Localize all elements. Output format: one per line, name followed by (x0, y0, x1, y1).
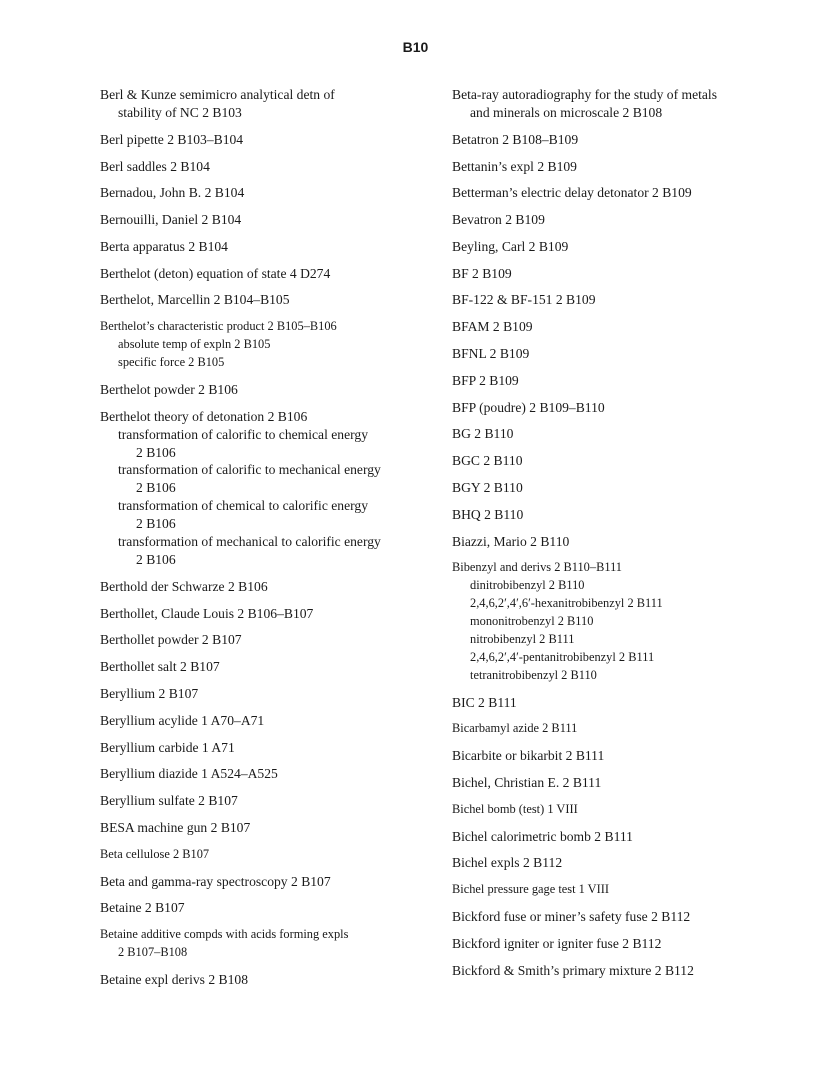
index-entry (100, 846, 445, 864)
index-entry (452, 774, 792, 792)
index-entry-heading: Bickford igniter or igniter fuse 2 B112 (452, 935, 662, 951)
index-entry-heading: Berl & Kunze semimicro analytical detn of (100, 87, 335, 102)
index-entry-subline: nitrobibenzyl 2 B111 (470, 632, 575, 647)
index-entry (452, 908, 792, 926)
index-entry (100, 899, 445, 917)
index-entry-heading: Beryllium 2 B107 (100, 685, 199, 701)
index-entry-heading: Berthollet salt 2 B107 (100, 659, 220, 675)
index-entry-heading: BFP (poudre) 2 B109–B110 (452, 399, 605, 415)
index-entry-subline: dinitrobibenzyl 2 B110 (470, 578, 585, 593)
index-entry-heading: Biazzi, Mario 2 B110 (452, 533, 570, 549)
index-entry-heading: BIC 2 B111 (452, 694, 517, 710)
index-entry-heading: Betaine expl derivs 2 B108 (100, 971, 248, 987)
index-entry-heading: Bichel pressure gage test 1 VIII (452, 882, 610, 897)
index-entry-subline: tetranitrobibenzyl 2 B110 (470, 667, 597, 682)
index-entry-heading: Bibenzyl and derivs 2 B110–B111 (452, 560, 623, 575)
index-entry-heading: Betaine additive compds with acids forming expls (100, 927, 349, 942)
index-entry-heading: BGC 2 B110 (452, 453, 523, 469)
index-entry (100, 712, 445, 730)
index-entry-heading: Bettanin’s expl 2 B109 (452, 158, 577, 174)
index-entry-heading: Bicarbite or bikarbit 2 B111 (452, 748, 605, 764)
index-entry-subline: 2 B106 (136, 516, 176, 532)
index-entry (100, 408, 445, 569)
index-entry (452, 881, 792, 899)
index-entry-heading: Beryllium sulfate 2 B107 (100, 793, 238, 809)
index-entry-subline: 2 B107–B108 (118, 945, 188, 959)
index-entry (100, 265, 445, 283)
index-entry-heading: Beyling, Carl 2 B109 (452, 238, 569, 254)
index-entry (100, 381, 445, 399)
index-entry (452, 962, 792, 980)
index-entry-subline: mononitrobenzyl 2 B110 (470, 614, 594, 629)
index-entry-heading: Bickford fuse or miner’s safety fuse 2 B112 (452, 909, 691, 925)
index-entry-heading: Berta apparatus 2 B104 (100, 238, 228, 254)
index-entry (100, 873, 445, 891)
index-entry (100, 158, 445, 176)
index-entry (452, 935, 792, 953)
index-entry (100, 971, 445, 989)
index-entry-heading: Bernouilli, Daniel 2 B104 (100, 212, 242, 228)
index-entry-heading: Betterman’s electric delay detonator 2 B109 (452, 185, 692, 201)
index-entry (452, 425, 792, 443)
index-entry (452, 720, 792, 738)
index-entry-heading: BFNL 2 B109 (452, 346, 530, 362)
index-entry (452, 506, 792, 524)
index-entry-subline: and minerals on microscale 2 B108 (470, 104, 663, 120)
index-entry (452, 854, 792, 872)
index-entry (100, 238, 445, 256)
index-entry (100, 291, 445, 309)
index-entry (452, 238, 792, 256)
index-entry (100, 658, 445, 676)
index-entry (452, 265, 792, 283)
index-entry-heading: BESA machine gun 2 B107 (100, 819, 251, 835)
index-entry-subline: 2 B106 (136, 444, 176, 460)
index-entry-heading: Betaine 2 B107 (100, 900, 185, 916)
index-entry-heading: Berl pipette 2 B103–B104 (100, 131, 244, 147)
index-column-right (452, 86, 792, 988)
index-entry-heading: Berthelot’s characteristic product 2 B105–B106 (100, 319, 337, 334)
index-entry (100, 184, 445, 202)
index-entry (452, 747, 792, 765)
index-entry-heading: BF 2 B109 (452, 265, 512, 281)
index-entry-heading: Bickford & Smith’s primary mixture 2 B112 (452, 962, 694, 978)
index-entry (100, 211, 445, 229)
index-entry-heading: Beryllium diazide 1 A524–A525 (100, 766, 278, 782)
index-entry-heading: Bichel expls 2 B112 (452, 855, 563, 871)
index-entry (452, 533, 792, 551)
index-entry (452, 452, 792, 470)
index-entry-heading: Beta-ray autoradiography for the study of metals (452, 87, 717, 102)
index-entry (100, 86, 445, 122)
index-entry (452, 479, 792, 497)
index-entry-heading: Beryllium acylide 1 A70–A71 (100, 712, 265, 728)
index-entry (452, 131, 792, 149)
index-entry (452, 372, 792, 390)
index-entry (452, 318, 792, 336)
index-entry-subline: transformation of mechanical to calorific energy (118, 534, 381, 550)
index-entry-heading: Beryllium carbide 1 A71 (100, 739, 235, 755)
index-entry (100, 926, 445, 962)
index-entry (100, 792, 445, 810)
index-entry-subline: 2,4,6,2′,4′,6′-hexanitrobibenzyl 2 B111 (470, 596, 663, 611)
index-entry (100, 631, 445, 649)
index-entry (452, 184, 792, 202)
index-entry-subline: absolute temp of expln 2 B105 (118, 337, 271, 352)
index-entry (452, 86, 792, 122)
index-entry (100, 685, 445, 703)
index-entry-subline: specific force 2 B105 (118, 355, 225, 370)
index-entry (452, 345, 792, 363)
index-entry-subline: transformation of calorific to mechanical energy (118, 462, 381, 478)
index-entry-heading: Beta cellulose 2 B107 (100, 846, 210, 861)
index-entry-subline: 2,4,6,2′,4′-pentanitrobibenzyl 2 B111 (470, 649, 655, 664)
index-entry (452, 158, 792, 176)
index-column-left (100, 86, 445, 998)
index-entry-heading: Betatron 2 B108–B109 (452, 131, 579, 147)
index-entry (100, 765, 445, 783)
index-entry-heading: Bichel, Christian E. 2 B111 (452, 775, 602, 791)
index-entry-heading: Bichel calorimetric bomb 2 B111 (452, 828, 633, 844)
index-entry-heading: BGY 2 B110 (452, 480, 523, 496)
index-entry (452, 828, 792, 846)
index-entry-heading: BFP 2 B109 (452, 372, 519, 388)
index-entry-heading: Berthelot theory of detonation 2 B106 (100, 408, 308, 424)
index-entry (100, 318, 445, 372)
index-entry (100, 605, 445, 623)
index-entry (452, 399, 792, 417)
index-entry (100, 739, 445, 757)
index-entry-heading: Berthollet, Claude Louis 2 B106–B107 (100, 605, 314, 621)
index-entry-heading: BHQ 2 B110 (452, 506, 524, 522)
index-entry-heading: BFAM 2 B109 (452, 319, 533, 335)
index-entry (452, 801, 792, 819)
page-number-header: B10 (402, 39, 429, 55)
index-entry-heading: Berthelot (deton) equation of state 4 D274 (100, 265, 331, 281)
index-entry-subline: 2 B106 (136, 551, 176, 567)
index-entry-subline: stability of NC 2 B103 (118, 104, 242, 120)
index-entry-subline: transformation of calorific to chemical energy (118, 426, 368, 442)
index-entry-heading: BF-122 & BF-151 2 B109 (452, 292, 596, 308)
index-entry (452, 211, 792, 229)
index-entry-heading: Berthelot, Marcellin 2 B104–B105 (100, 292, 290, 308)
index-entry-heading: Bernadou, John B. 2 B104 (100, 185, 245, 201)
index-entry (100, 131, 445, 149)
index-entry-heading: Beta and gamma-ray spectroscopy 2 B107 (100, 873, 331, 889)
index-entry (100, 578, 445, 596)
index-entry-heading: Berthollet powder 2 B107 (100, 632, 242, 648)
index-entry (452, 291, 792, 309)
index-entry-heading: Bichel bomb (test) 1 VIII (452, 801, 578, 816)
index-entry-heading: Berl saddles 2 B104 (100, 158, 210, 174)
index-entry (452, 559, 792, 684)
index-entry-heading: Berthold der Schwarze 2 B106 (100, 578, 268, 594)
index-entry (100, 819, 445, 837)
index-entry-heading: BG 2 B110 (452, 426, 514, 442)
index-entry-subline: transformation of chemical to calorific energy (118, 498, 368, 514)
index-entry-heading: Bicarbamyl azide 2 B111 (452, 721, 578, 736)
index-entry-subline: 2 B106 (136, 480, 176, 496)
index-entry-heading: Bevatron 2 B109 (452, 212, 545, 228)
index-entry-heading: Berthelot powder 2 B106 (100, 381, 238, 397)
index-entry (452, 694, 792, 712)
